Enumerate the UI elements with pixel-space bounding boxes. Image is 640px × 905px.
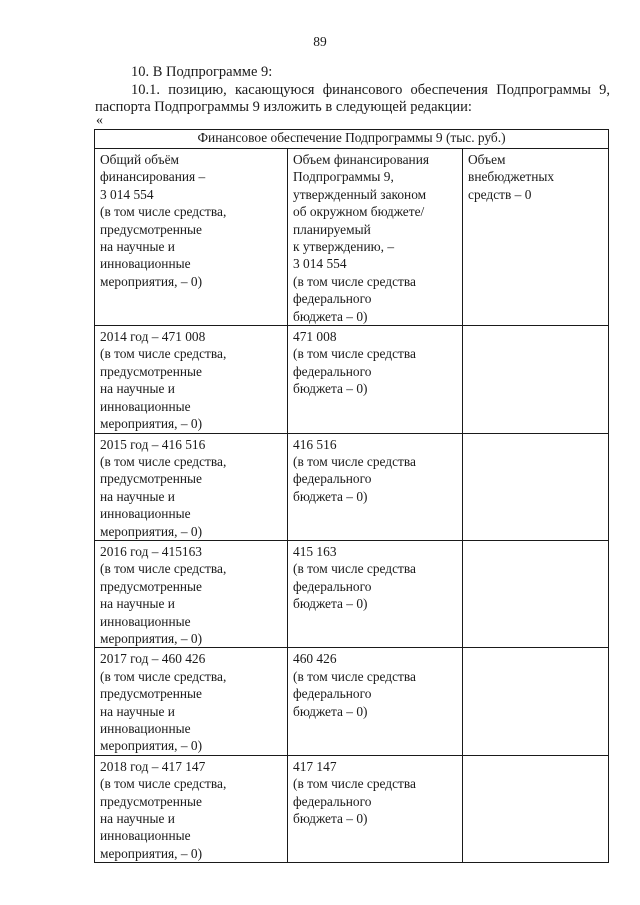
- item-text-line-1: 10.1. позицию, касающуюся финансового обеспечения Подпрограммы 9,: [131, 82, 610, 98]
- year-total-cell: 2016 год – 415163 (в том числе средства, предусмотренные на научные и инновационные мероприятия, – 0): [95, 540, 288, 647]
- funding-table: [94, 129, 609, 863]
- table-row-2016: [95, 540, 609, 647]
- table-row-2015: [95, 433, 609, 540]
- year-total-cell: 2014 год – 471 008 (в том числе средства, предусмотренные на научные и инновационные мероприятия, – 0): [95, 326, 288, 433]
- year-total-cell: 2015 год – 416 516 (в том числе средства, предусмотренные на научные и инновационные мероприятия, – 0): [95, 433, 288, 540]
- table-caption: Финансовое обеспечение Подпрограммы 9 (тыс. руб.): [95, 130, 609, 149]
- section-heading: 10. В Подпрограмме 9:: [131, 64, 273, 80]
- year-extrabudgetary-cell: [463, 326, 609, 433]
- page-number: 89: [313, 34, 327, 49]
- year-budget-cell: 415 163 (в том числе средства федерального бюджета – 0): [288, 540, 463, 647]
- year-extrabudgetary-cell: [463, 755, 609, 862]
- year-extrabudgetary-cell: [463, 540, 609, 647]
- year-budget-cell: 417 147 (в том числе средства федерального бюджета – 0): [288, 755, 463, 862]
- table-row-2018: [95, 755, 609, 862]
- year-budget-cell: 460 426 (в том числе средства федерального бюджета – 0): [288, 648, 463, 755]
- year-budget-cell: 471 008 (в том числе средства федерального бюджета – 0): [288, 326, 463, 433]
- approved-budget-cell: Объем финансирования Подпрограммы 9, утвержденный законом об окружном бюджете/ планируемый к утверждению, – 3 014 554 (в том числе средства федерального бюджета – 0): [288, 149, 463, 326]
- year-total-cell: 2017 год – 460 426 (в том числе средства, предусмотренные на научные и инновационные мероприятия, – 0): [95, 648, 288, 755]
- opening-quote-mark: «: [96, 113, 103, 128]
- table-row-2014: [95, 326, 609, 433]
- extrabudgetary-cell: Объем внебюджетных средств – 0: [463, 149, 609, 326]
- table-row-2017: [95, 648, 609, 755]
- table-caption-row: [95, 130, 609, 149]
- item-text-line-2: паспорта Подпрограммы 9 изложить в следующей редакции:: [95, 99, 472, 115]
- table-row-total: [95, 149, 609, 326]
- year-budget-cell: 416 516 (в том числе средства федерального бюджета – 0): [288, 433, 463, 540]
- year-extrabudgetary-cell: [463, 433, 609, 540]
- year-total-cell: 2018 год – 417 147 (в том числе средства, предусмотренные на научные и инновационные мероприятия, – 0): [95, 755, 288, 862]
- total-funding-cell: Общий объём финансирования – 3 014 554 (в том числе средства, предусмотренные на научные и инновационные мероприятия, – 0): [95, 149, 288, 326]
- year-extrabudgetary-cell: [463, 648, 609, 755]
